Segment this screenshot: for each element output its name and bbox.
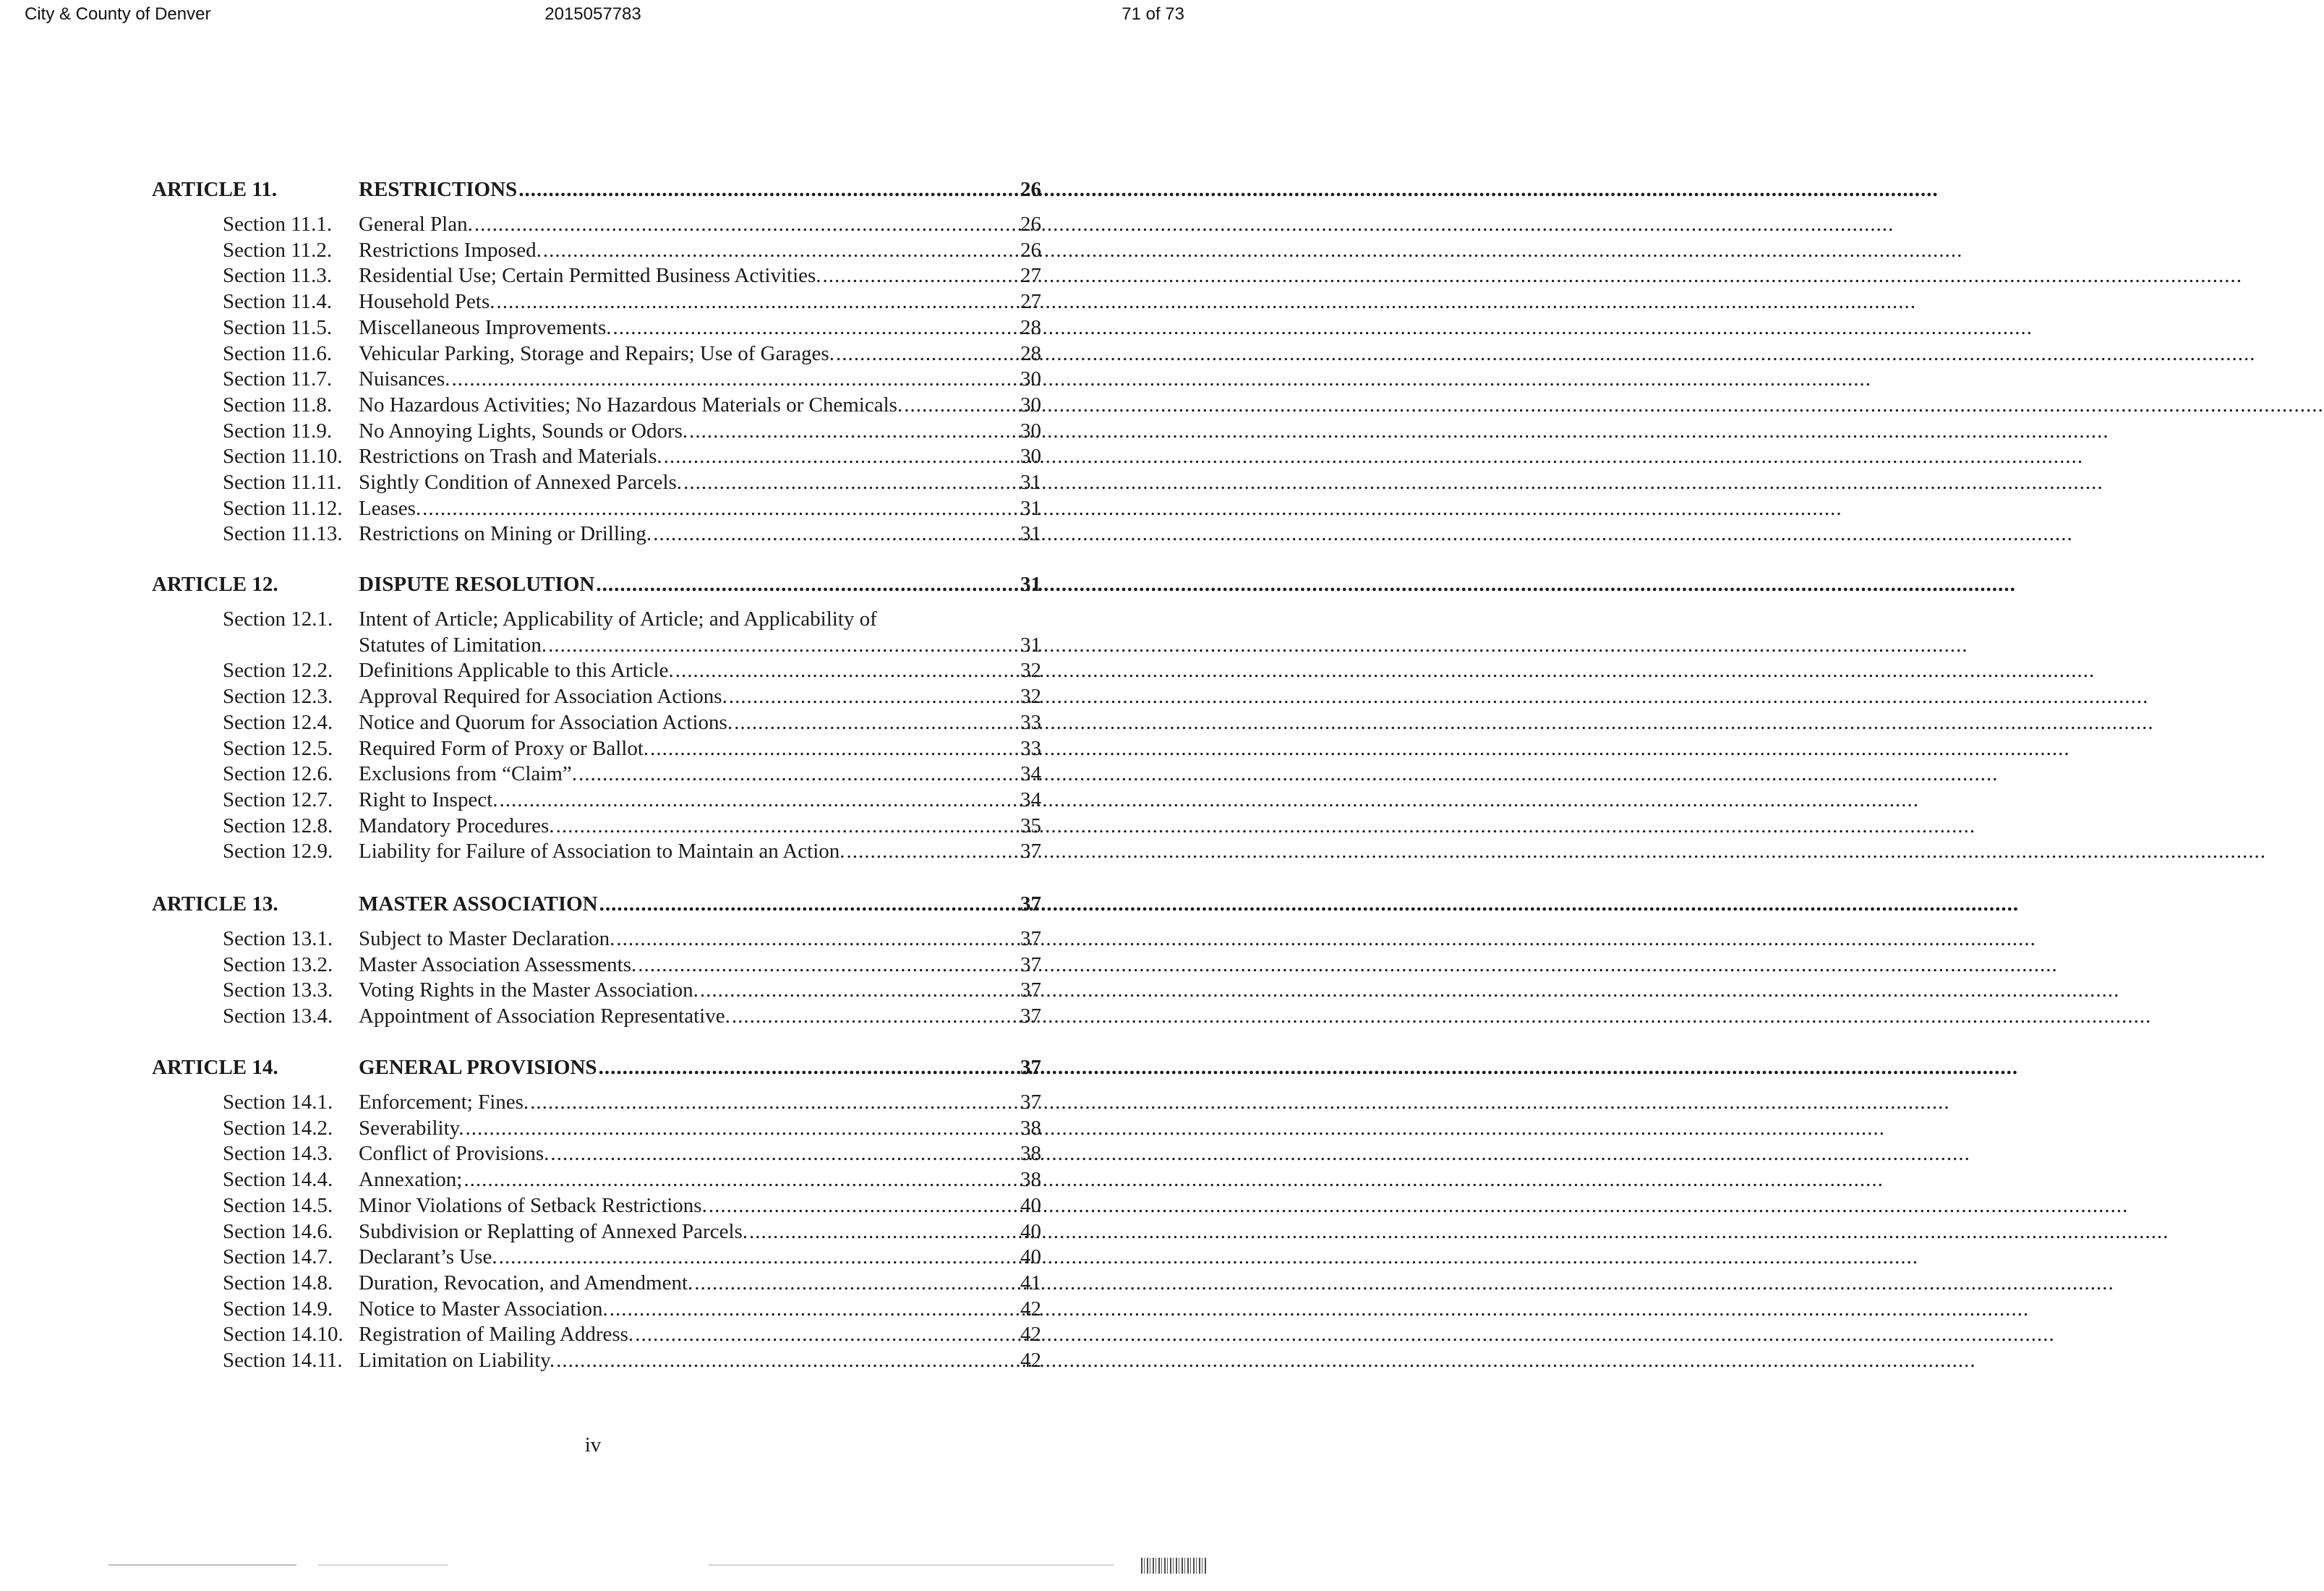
section-title: Right to Inspect. — [359, 788, 498, 811]
section-page: 28 — [1020, 341, 1041, 365]
section-page: 34 — [1020, 762, 1041, 786]
section-page: 42 — [1020, 1349, 1041, 1372]
dot-leader — [499, 1244, 1019, 1270]
barcode-icon — [1141, 1558, 1206, 1574]
toc-entry — [223, 926, 1041, 952]
toc-entry — [223, 263, 1041, 289]
dot-leader — [548, 632, 1019, 658]
toc-entry — [223, 1321, 1041, 1347]
section-page: 40 — [1020, 1245, 1041, 1269]
section-page: 27 — [1020, 264, 1041, 288]
dot-leader — [823, 263, 1019, 289]
section-number: Section 11.1. — [223, 213, 333, 236]
toc-entry — [223, 1166, 1041, 1193]
toc-entry — [223, 469, 1041, 495]
section-number: Section 13.3. — [223, 978, 333, 1002]
section-page: 30 — [1020, 367, 1041, 391]
section-title: Severability. — [359, 1116, 464, 1140]
dot-leader — [596, 570, 1019, 599]
section-number: Section 11.4. — [223, 290, 333, 314]
page-number: iv — [584, 1433, 602, 1456]
section-title: Approval Required for Association Actions. — [359, 685, 727, 709]
toc-entry — [223, 289, 1041, 315]
dot-leader — [616, 926, 1019, 952]
toc-entry — [223, 1347, 1041, 1373]
section-page: 35 — [1020, 814, 1041, 837]
toc-entry — [223, 315, 1041, 341]
dot-leader — [653, 521, 1019, 547]
toc-entry — [223, 1140, 1041, 1166]
scan-artifact-line — [318, 1564, 448, 1566]
article-heading — [152, 570, 1041, 599]
section-number: Section 14.9. — [223, 1297, 333, 1321]
toc-entry — [223, 1296, 1041, 1322]
article-page: 31 — [1020, 573, 1041, 596]
section-title: Appointment of Association Representative. — [359, 1004, 730, 1028]
section-title: Mandatory Procedures. — [359, 814, 555, 837]
section-title: Enforcement; Fines. — [359, 1091, 529, 1114]
dot-leader — [694, 1270, 1019, 1296]
dot-leader — [550, 1140, 1019, 1166]
section-number: Section 11.12. — [223, 496, 343, 520]
toc-entry — [223, 495, 1041, 521]
toc-entry — [223, 366, 1041, 392]
section-title: Household Pets. — [359, 290, 495, 314]
section-number: Section 14.5. — [223, 1193, 333, 1217]
toc-entry — [223, 237, 1041, 263]
section-title: Annexation; — [359, 1168, 463, 1192]
toc-entry — [223, 657, 1041, 683]
section-page: 31 — [1020, 496, 1041, 520]
section-page: 38 — [1020, 1142, 1041, 1166]
toc-entry — [223, 838, 1041, 864]
dot-leader — [689, 418, 1019, 444]
section-page: 40 — [1020, 1219, 1041, 1243]
section-page: 33 — [1020, 736, 1041, 760]
section-title: Declarant’s Use. — [359, 1245, 497, 1269]
section-number: Section 12.8. — [223, 814, 333, 837]
article-heading — [152, 890, 1041, 918]
section-number: Section 13.1. — [223, 927, 333, 950]
section-number: Section 11.6. — [223, 341, 333, 365]
section-title: Liability for Failure of Association to Maintain an Action. — [359, 840, 845, 863]
article-page: 37 — [1020, 1056, 1041, 1079]
dot-leader — [650, 735, 1019, 762]
section-title: Definitions Applicable to this Article. — [359, 659, 674, 683]
dot-leader — [556, 813, 1019, 839]
dot-leader — [836, 341, 1019, 367]
dot-leader — [664, 443, 1019, 469]
section-title: Restrictions on Mining or Drilling. — [359, 522, 652, 546]
dot-leader — [683, 469, 1019, 495]
section-page: 37 — [1020, 1091, 1041, 1114]
section-title: Leases. — [359, 496, 422, 520]
article-heading — [152, 1053, 1041, 1082]
section-number: Section 14.11. — [223, 1349, 343, 1372]
section-number: Section 12.9. — [223, 840, 333, 863]
toc-entry — [223, 952, 1041, 978]
section-title: Voting Rights in the Master Association. — [359, 978, 699, 1002]
section-number: Section 12.4. — [223, 710, 333, 734]
section-number: Section 14.10. — [223, 1323, 343, 1347]
dot-leader — [610, 1296, 1019, 1322]
dot-leader — [578, 761, 1019, 787]
article-title: RESTRICTIONS — [359, 178, 518, 201]
section-page: 37 — [1020, 978, 1041, 1002]
section-page: 34 — [1020, 788, 1041, 811]
section-title: Limitation on Liability. — [359, 1349, 555, 1372]
scan-artifact-line — [709, 1564, 1114, 1566]
section-title: Notice and Quorum for Association Actions. — [359, 710, 733, 734]
section-number: Section 11.7. — [223, 367, 333, 391]
section-title: Conflict of Provisions. — [359, 1142, 550, 1166]
section-title: No Hazardous Activities; No Hazardous Materials or Chemicals. — [359, 393, 903, 417]
toc-entry — [223, 735, 1041, 762]
section-page: 42 — [1020, 1323, 1041, 1347]
dot-leader — [466, 1115, 1020, 1141]
article-title: MASTER ASSOCIATION — [359, 892, 598, 916]
article-number: ARTICLE 11. — [152, 178, 278, 201]
section-title: Vehicular Parking, Storage and Repairs; Use of Garages. — [359, 341, 834, 365]
section-number: Section 11.8. — [223, 393, 333, 417]
toc-entry — [223, 392, 1041, 418]
article-number: ARTICLE 13. — [152, 892, 278, 916]
dot-leader — [500, 787, 1019, 813]
dot-leader — [497, 289, 1020, 315]
dot-leader — [422, 495, 1019, 521]
section-number: Section 11.13. — [223, 522, 343, 546]
dot-leader — [599, 890, 1019, 918]
toc-entry — [223, 709, 1041, 735]
dot-leader — [638, 952, 1019, 978]
section-page: 38 — [1020, 1116, 1041, 1140]
dot-leader — [635, 1321, 1019, 1347]
section-number: Section 11.5. — [223, 315, 333, 339]
section-page: 41 — [1020, 1271, 1041, 1294]
section-page: 42 — [1020, 1297, 1041, 1321]
section-title: Master Association Assessments. — [359, 952, 637, 976]
section-title: Subject to Master Declaration. — [359, 927, 615, 950]
section-number: Section 11.10. — [223, 445, 343, 469]
dot-leader — [463, 1166, 1019, 1193]
section-title: Registration of Mailing Address. — [359, 1323, 634, 1347]
toc-entry — [223, 1089, 1041, 1115]
section-title: Exclusions from “Claim”. — [359, 762, 578, 786]
section-page: 30 — [1020, 419, 1041, 443]
section-title: Nuisances. — [359, 367, 450, 391]
section-page: 37 — [1020, 1004, 1041, 1028]
toc-entry — [223, 1003, 1041, 1029]
section-number: Section 14.1. — [223, 1091, 333, 1114]
section-title: Restrictions on Trash and Materials. — [359, 445, 662, 469]
section-number: Section 11.3. — [223, 264, 333, 288]
section-number: Section 12.7. — [223, 788, 333, 811]
dot-leader — [675, 657, 1019, 683]
section-page: 40 — [1020, 1193, 1041, 1217]
section-title: Residential Use; Certain Permitted Business Activities. — [359, 264, 821, 288]
section-title: Subdivision or Replatting of Annexed Parcels. — [359, 1219, 748, 1243]
section-number: Section 12.2. — [223, 659, 333, 683]
dot-leader — [451, 366, 1019, 392]
section-title: Restrictions Imposed. — [359, 238, 542, 262]
dot-leader — [749, 1219, 1019, 1245]
section-title: Duration, Revocation, and Amendment. — [359, 1271, 693, 1294]
toc-entry — [223, 977, 1041, 1003]
article-page: 26 — [1020, 178, 1041, 201]
dot-leader — [543, 237, 1019, 263]
article-number: ARTICLE 12. — [152, 573, 278, 596]
section-title: Minor Violations of Setback Restrictions. — [359, 1193, 707, 1217]
dot-leader — [904, 392, 1019, 418]
section-number: Section 14.2. — [223, 1116, 333, 1140]
section-page: 26 — [1020, 213, 1041, 236]
section-number: Section 14.7. — [223, 1245, 333, 1269]
section-page: 31 — [1020, 471, 1041, 494]
section-page: 32 — [1020, 659, 1041, 683]
header-document-number: 2015057783 — [544, 4, 641, 24]
toc-entry — [223, 418, 1041, 444]
article-page: 37 — [1020, 892, 1041, 916]
dot-leader — [599, 1053, 1019, 1082]
dot-leader — [729, 683, 1019, 709]
dot-leader — [709, 1193, 1019, 1219]
section-number: Section 14.4. — [223, 1168, 333, 1192]
toc-entry — [223, 1244, 1041, 1270]
section-number: Section 12.6. — [223, 762, 333, 786]
toc-entry — [223, 761, 1041, 787]
section-number: Section 13.2. — [223, 952, 333, 976]
section-page: 31 — [1020, 522, 1041, 546]
section-number: Section 11.11. — [223, 471, 342, 494]
section-number: Section 12.1. — [223, 607, 333, 631]
section-number: Section 11.9. — [223, 419, 333, 443]
toc-entry — [223, 521, 1041, 547]
section-title: Required Form of Proxy or Ballot. — [359, 736, 649, 760]
section-page: 31 — [1020, 633, 1041, 657]
section-page: 27 — [1020, 290, 1041, 314]
section-title: No Annoying Lights, Sounds or Odors. — [359, 419, 688, 443]
section-page: 32 — [1020, 685, 1041, 709]
toc-entry — [223, 683, 1041, 709]
article-title: DISPUTE RESOLUTION — [359, 573, 595, 596]
header-jurisdiction: City & County of Denver — [25, 4, 211, 24]
section-title: Miscellaneous Improvements. — [359, 315, 612, 339]
section-title-line1: Intent of Article; Applicability of Article; and Applicability of — [359, 607, 877, 631]
section-number: Section 11.2. — [223, 238, 333, 262]
section-number: Section 14.6. — [223, 1219, 333, 1243]
toc-entry — [223, 1193, 1041, 1219]
dot-leader — [700, 977, 1019, 1003]
section-title: Notice to Master Association. — [359, 1297, 608, 1321]
section-page: 30 — [1020, 445, 1041, 469]
toc-entry-continuation — [223, 632, 1041, 658]
section-page: 26 — [1020, 238, 1041, 262]
header-page-count: 71 of 73 — [1122, 4, 1184, 24]
section-number: Section 14.8. — [223, 1271, 333, 1294]
dot-leader — [556, 1347, 1019, 1373]
section-page: 30 — [1020, 393, 1041, 417]
toc-entry — [223, 606, 1041, 632]
section-number: Section 13.4. — [223, 1004, 333, 1028]
toc-entry — [223, 787, 1041, 813]
section-page: 33 — [1020, 710, 1041, 734]
toc-entry — [223, 211, 1041, 237]
article-number: ARTICLE 14. — [152, 1056, 278, 1079]
dot-leader — [530, 1089, 1019, 1115]
section-title: General Plan. — [359, 213, 473, 236]
toc-entry — [223, 341, 1041, 367]
toc-entry — [223, 1219, 1041, 1245]
toc-entry — [223, 813, 1041, 839]
section-page: 37 — [1020, 927, 1041, 950]
section-number: Section 12.5. — [223, 736, 333, 760]
dot-leader — [734, 709, 1019, 735]
dot-leader — [474, 211, 1019, 237]
article-title: GENERAL PROVISIONS — [359, 1056, 597, 1079]
section-title: Sightly Condition of Annexed Parcels. — [359, 471, 683, 494]
dot-leader — [732, 1003, 1019, 1029]
dot-leader — [847, 838, 1019, 864]
article-heading — [152, 175, 1041, 204]
section-page: 37 — [1020, 840, 1041, 863]
toc-entry — [223, 1115, 1041, 1141]
scan-artifact-line — [108, 1564, 296, 1566]
section-number: Section 12.3. — [223, 685, 333, 709]
toc-entry — [223, 1270, 1041, 1296]
dot-leader — [613, 315, 1019, 341]
dot-leader — [518, 175, 1019, 204]
section-number: Section 14.3. — [223, 1142, 333, 1166]
toc-entry — [223, 443, 1041, 469]
section-page: 37 — [1020, 952, 1041, 976]
section-title: Statutes of Limitation. — [359, 633, 547, 657]
section-page: 28 — [1020, 315, 1041, 339]
section-page: 38 — [1020, 1168, 1041, 1192]
